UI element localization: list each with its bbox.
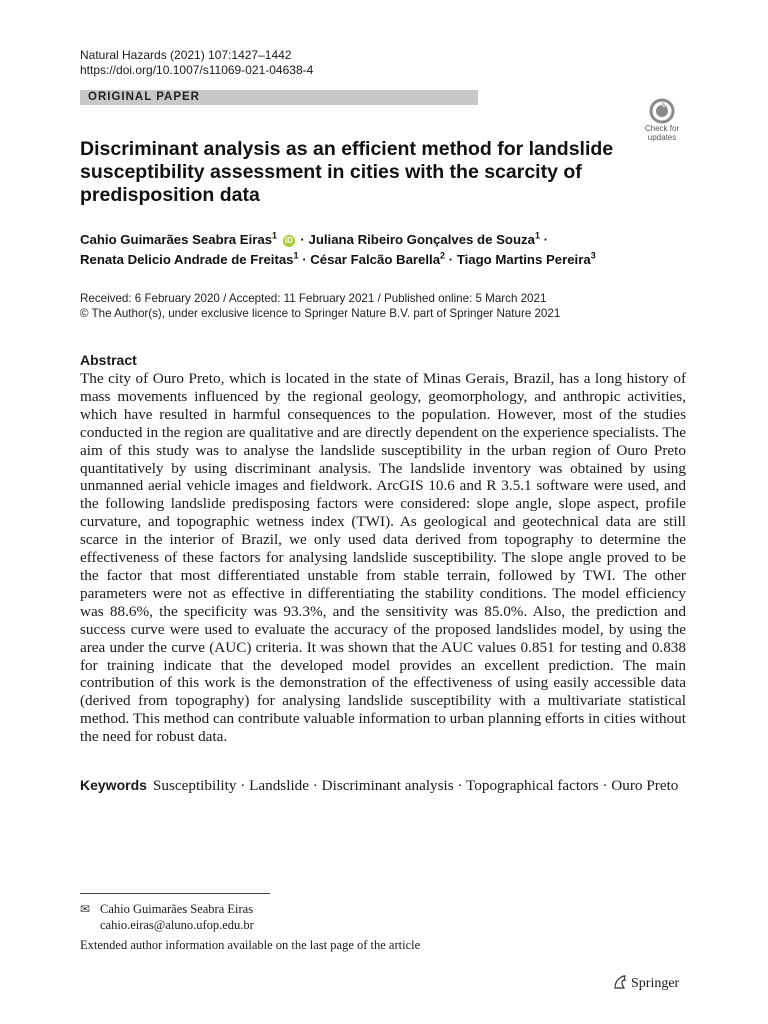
author-separator: · [448, 252, 454, 267]
author-affiliation: 3 [590, 250, 596, 261]
author-list [80, 230, 680, 270]
author-name[interactable]: Cahio Guimarães Seabra Eiras [80, 232, 273, 247]
author-affiliation: 2 [440, 250, 446, 261]
journal-citation: Natural Hazards (2021) 107:1427–1442 [80, 48, 292, 62]
author-separator: · [302, 252, 307, 267]
author-name[interactable]: Tiago Martins Pereira [456, 252, 591, 267]
paper-type-banner: ORIGINAL PAPER [80, 90, 478, 105]
keywords-list: Susceptibility · Landslide · Discriminant analysis · Topographical factors · Ouro Preto [152, 777, 679, 794]
springer-horse-icon [612, 974, 628, 990]
check-for-updates-icon [646, 98, 678, 124]
journal-info [80, 48, 313, 78]
corresponding-author-email[interactable]: cahio.eiras@aluno.ufop.edu.br [100, 918, 254, 932]
author-affiliation: 1 [293, 250, 299, 261]
publisher-name: Springer [631, 976, 680, 991]
keywords-label: Keywords [80, 777, 147, 793]
orcid-icon[interactable]: iD [284, 236, 293, 245]
footnote-divider [80, 893, 270, 894]
publisher-logo[interactable] [612, 974, 679, 993]
paper-title: Discriminant analysis as an efficient method for landslide susceptibility assessment in cities with the scarcity of predisposition data [80, 138, 614, 206]
check-for-updates-line2: updates [647, 133, 677, 142]
abstract-body: The city of Ouro Preto, which is located in the state of Minas Gerais, Brazil, has a long history of mass movements influenced by the regional geology, geomorphology, and anthropic activities, which have resulted in harmful consequences to the population. However, most of the studies conducted in the region are qualitative and are directly dependent on the experience specialists. The aim of this study was to analyse the landslide susceptibility in the urban region of Ouro Preto quantitatively by using discriminant analysis. The landslide inventory was obtained by using unmanned aerial vehicle images and fieldwork. ArcGIS 10.6 and R 3.5.1 software were used, and the following landslide predisposing factors were considered: slope angle, slope aspect, profile curvature, and topographic wetness index (TWI). As geological and geotechnical data are still scarce in the interior of Brazil, we only used data derived from topography to determine the effectiveness of these factors for analysing landslide susceptibility. The slope angle proved to be the factor that most differentiated unstable from stable terrain, followed by TWI. The other parameters were not as effective in differentiating the stability conditions. The model efficiency was 88.6%, the specificity was 93.3%, and the sensitivity was 85.0%. Also, the prediction and success curve were used to evaluate the accuracy of the proposed landslides model, by using the area under the curve (AUC) criteria. It was shown that the AUC values 0.851 for testing and 0.838 for training indicate that the developed model provides an excellent prediction. The main contribution of this work is the demonstration of the effectiveness of using easily accessible data (derived from topography) for analysing landslide susceptibility with a multivariate statistical method. This method can contribute valuable information to urban planning efforts in cities without the need for robust data. [80, 370, 686, 746]
publication-dates [80, 291, 560, 321]
envelope-icon: ✉ [80, 902, 91, 916]
author-name[interactable]: Renata Delicio Andrade de Freitas [80, 252, 294, 267]
corresponding-author-name: Cahio Guimarães Seabra Eiras [100, 902, 254, 916]
copyright-line: © The Author(s), under exclusive licence to Springer Nature B.V. part of Springer Nature 2021 [80, 307, 561, 320]
author-affiliation: 1 [534, 230, 540, 241]
check-for-updates-line1: Check for [644, 124, 680, 133]
extended-author-info: Extended author information available on the last page of the article [80, 938, 421, 952]
doi-link[interactable]: https://doi.org/10.1007/s11069-021-04638-4 [80, 63, 314, 77]
abstract-heading: Abstract [80, 352, 137, 368]
author-name[interactable]: Juliana Ribeiro Gonçalves de Souza [308, 232, 535, 247]
corresponding-author [80, 901, 254, 933]
author-separator: · [300, 232, 305, 247]
author-name[interactable]: César Falcão Barella [310, 252, 441, 267]
dates-line: Received: 6 February 2020 / Accepted: 11 February 2021 / Published online: 5 March 2021 [80, 292, 547, 305]
author-separator: · [543, 232, 549, 247]
keywords-section [80, 776, 686, 795]
author-affiliation: 1 [272, 230, 278, 241]
check-for-updates-button[interactable] [636, 98, 688, 144]
